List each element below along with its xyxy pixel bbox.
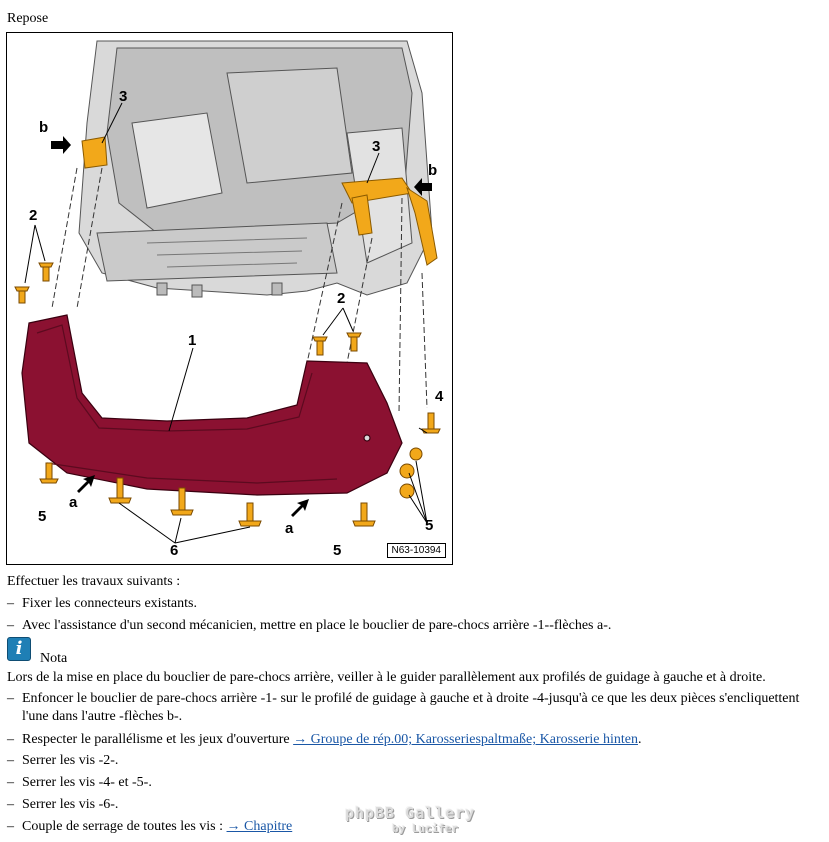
step-text: Enfoncer le bouclier de pare-chocs arrière -1- sur le profilé de guidage à gauche et à droite -4-jusqu'à ce que les deux pièces s'encliquettent l'une dans l'autre -flèches b-.	[22, 691, 800, 724]
step-text: Serrer les vis -6-.	[22, 797, 119, 812]
exploded-diagram-figure	[6, 32, 453, 565]
bumper-cover	[22, 315, 402, 495]
arrow-b-left	[51, 136, 71, 154]
callout-4: 4	[435, 388, 444, 405]
step-dash: –	[7, 819, 14, 834]
step-item	[7, 617, 822, 635]
arrow-a-right	[291, 499, 309, 517]
rear-bumper-illustration	[7, 33, 453, 565]
step-text-suffix: .	[637, 732, 642, 747]
step-text: Serrer les vis -2-.	[22, 753, 119, 768]
vehicle-rear-body	[79, 41, 432, 297]
callout-6: 6	[170, 542, 179, 559]
note-text: Lors de la mise en place du bouclier de pare-chocs arrière, veiller à le guider parallèlement aux profilés de guidage à gauche et à droite.	[7, 670, 766, 685]
callout-3-right: 3	[372, 138, 381, 155]
section-heading: Repose	[7, 11, 49, 26]
step-item	[7, 774, 822, 792]
watermark-line1: phpBB Gallery	[345, 804, 476, 822]
step-dash: –	[7, 691, 14, 706]
step-dash: –	[7, 797, 14, 812]
callout-5-left: 5	[38, 508, 47, 525]
callout-5-mid: 5	[333, 542, 342, 559]
callout-2-right: 2	[337, 290, 346, 307]
step-text: Respecter le parallélisme et les jeux d'ouverture	[22, 732, 294, 747]
step-text: Fixer les connecteurs existants.	[22, 596, 197, 611]
step-dash: –	[7, 732, 14, 747]
watermark-line2: by Lucifer	[392, 822, 459, 835]
step-text: Avec l'assistance d'un second mécanicien, mettre en place le bouclier de pare-chocs arrière -1--flèches a-.	[22, 618, 612, 633]
step-item	[7, 595, 822, 613]
callout-3-left: 3	[119, 88, 128, 105]
callout-5-right: 5	[425, 517, 434, 534]
step-dash: –	[7, 753, 14, 768]
step-dash: –	[7, 775, 14, 790]
callout-2-left: 2	[29, 207, 38, 224]
arrow-a-left	[77, 475, 95, 493]
step-item	[7, 690, 822, 726]
step-item	[7, 731, 822, 749]
callout-b-left: b	[39, 119, 49, 136]
intro-text: Effectuer les travaux suivants :	[7, 574, 181, 589]
step-dash: –	[7, 618, 14, 633]
link-karosseriespaltmasse[interactable]: → Groupe de rép.00; Karosseriespaltmaße; Karosserie hinten	[293, 732, 638, 747]
callout-a-right: a	[285, 520, 294, 537]
callout-a-left: a	[69, 494, 78, 511]
step-text: Serrer les vis -4- et -5-.	[22, 775, 152, 790]
callout-b-right: b	[428, 162, 438, 179]
step-text-with-link	[22, 731, 822, 749]
figure-reference: N63-10394	[387, 543, 446, 558]
step-item	[7, 752, 822, 770]
step-text: Couple de serrage de toutes les vis :	[22, 819, 227, 834]
callout-1: 1	[188, 332, 197, 349]
watermark	[345, 806, 475, 836]
link-chapitre[interactable]: → Chapitre	[226, 819, 293, 834]
step-dash: –	[7, 596, 14, 611]
info-icon: i	[7, 637, 31, 661]
note-label: Nota	[40, 651, 68, 666]
